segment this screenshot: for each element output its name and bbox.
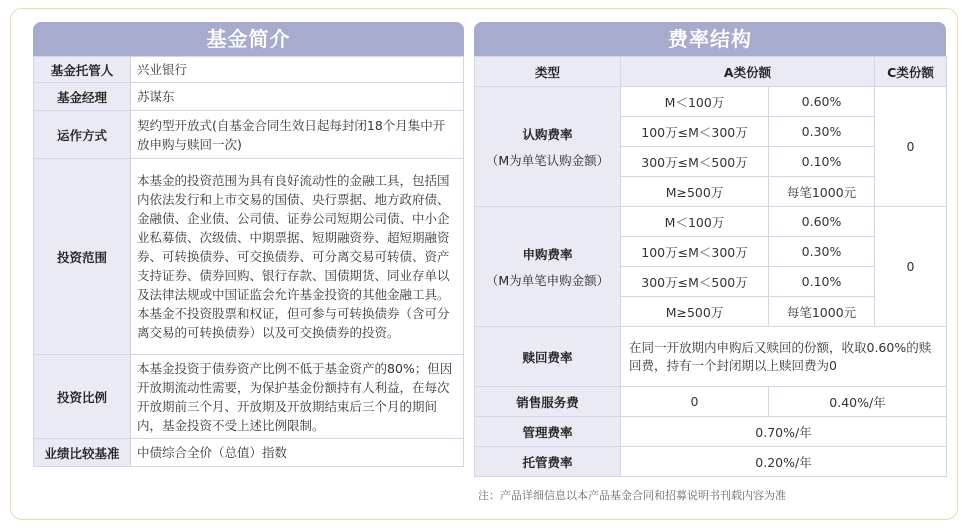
table-row <box>34 355 464 439</box>
redeem-fee-value: 在同一开放期内申购后又赎回的份额，收取0.60%的赎回费，持有一个封闭期以上赎回费为0 <box>621 327 947 387</box>
table-row <box>34 57 464 83</box>
row-label: 基金托管人 <box>34 57 131 83</box>
tier-fee: 0.30% <box>769 237 875 267</box>
tier-fee: 每笔1000元 <box>769 297 875 327</box>
purchase-fee-label <box>475 207 621 327</box>
tier-fee: 0.10% <box>769 267 875 297</box>
row-label: 基金经理 <box>34 83 131 111</box>
fund-intro-title: 基金简介 <box>33 22 464 56</box>
tier-range: 100万≤M＜300万 <box>621 237 769 267</box>
purchase-fee-note: （M为单笔申购金额） <box>485 272 610 288</box>
table-row <box>475 207 947 237</box>
subscribe-fee-title: 认购费率 <box>522 126 573 142</box>
subscribe-fee-label <box>475 87 621 207</box>
row-label: 业绩比较基准 <box>34 439 131 467</box>
row-value: 本基金投资于债券资产比例不低于基金资产的80%；但因开放期流动性需要，为保护基金份额持有人利益，在每次开放期前三个月、开放期及开放期结束后三个月的期间内，基金投资不受上述比例限制。 <box>131 355 464 439</box>
tier-fee: 0.60% <box>769 87 875 117</box>
tier-range: 300万≤M＜500万 <box>621 267 769 297</box>
table-row <box>34 439 464 467</box>
custody-fee-value: 0.20%/年 <box>621 447 947 477</box>
fund-intro-panel <box>33 22 464 467</box>
tier-fee: 0.60% <box>769 207 875 237</box>
header-c-class: C类份额 <box>875 57 947 87</box>
sales-fee-a: 0 <box>621 387 769 417</box>
purchase-c-fee: 0 <box>875 207 947 327</box>
tier-range: M≥500万 <box>621 297 769 327</box>
row-label: 投资比例 <box>34 355 131 439</box>
table-row <box>475 327 947 387</box>
tier-range: 100万≤M＜300万 <box>621 117 769 147</box>
fee-structure-table <box>474 56 947 477</box>
subscribe-fee-note: （M为单笔认购金额） <box>485 152 610 168</box>
row-value: 本基金的投资范围为具有良好流动性的金融工具，包括国内依法发行和上市交易的国债、央行票据、地方政府债、金融债、企业债、公司债、证券公司短期公司债、中小企业私募债、次级债、中期票据、短期融资券、超短期融资券、可转换债券、可交换债券、可分离交易可转债、资产支持证券、债券回购、银行存款、国债期货、同业存单以及法律法规或中国证监会允许基金投资的其他金融工具。本基金不投资股票和权证，但可参与可转换债券（含可分离交易的可转换债券）以及可交换债券的投资。 <box>131 159 464 355</box>
sales-fee-label: 销售服务费 <box>475 387 621 417</box>
table-row <box>475 417 947 447</box>
sales-fee-c: 0.40%/年 <box>769 387 947 417</box>
management-fee-value: 0.70%/年 <box>621 417 947 447</box>
tier-fee: 0.10% <box>769 147 875 177</box>
fund-intro-table <box>33 56 464 467</box>
tier-fee: 0.30% <box>769 117 875 147</box>
table-row <box>34 111 464 159</box>
table-row <box>475 447 947 477</box>
fee-structure-title: 费率结构 <box>474 22 946 56</box>
row-value: 苏谋东 <box>131 83 464 111</box>
custody-fee-label: 托管费率 <box>475 447 621 477</box>
management-fee-label: 管理费率 <box>475 417 621 447</box>
tier-range: M＜100万 <box>621 87 769 117</box>
row-label: 运作方式 <box>34 111 131 159</box>
subscribe-c-fee: 0 <box>875 87 947 207</box>
tier-range: M＜100万 <box>621 207 769 237</box>
redeem-fee-label: 赎回费率 <box>475 327 621 387</box>
table-row <box>475 87 947 117</box>
row-value: 兴业银行 <box>131 57 464 83</box>
header-type: 类型 <box>475 57 621 87</box>
header-a-class: A类份额 <box>621 57 875 87</box>
table-row <box>475 387 947 417</box>
purchase-fee-title: 申购费率 <box>522 246 573 262</box>
row-label: 投资范围 <box>34 159 131 355</box>
table-row <box>34 159 464 355</box>
table-header-row <box>475 57 947 87</box>
row-value: 中债综合全价（总值）指数 <box>131 439 464 467</box>
table-row <box>34 83 464 111</box>
fee-structure-panel <box>474 22 946 477</box>
footnote: 注：产品详细信息以本产品基金合同和招募说明书刊载内容为准 <box>478 489 786 502</box>
tier-range: 300万≤M＜500万 <box>621 147 769 177</box>
tier-range: M≥500万 <box>621 177 769 207</box>
row-value: 契约型开放式(自基金合同生效日起每封闭18个月集中开放申购与赎回一次) <box>131 111 464 159</box>
tier-fee: 每笔1000元 <box>769 177 875 207</box>
